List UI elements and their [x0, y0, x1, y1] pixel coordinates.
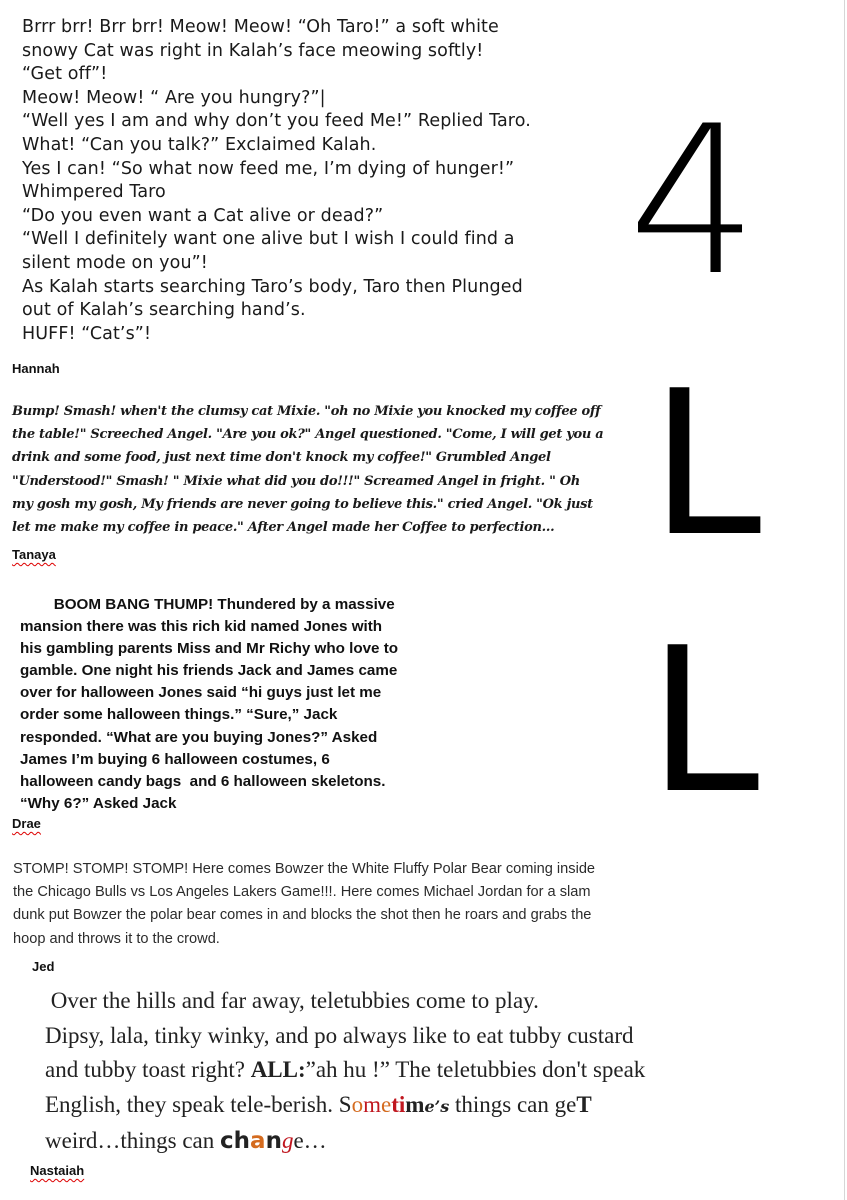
story-line: drink and some food, just next time don't knock my coffee!" Grumbled Angel [12, 450, 551, 466]
story-line: HUFF! “Cat’s”! [22, 323, 152, 344]
big-letter-l-upper: L [650, 348, 762, 581]
story-nastaiah [45, 984, 645, 1159]
story-line: Over the hills and far away, teletubbies come to play. [45, 988, 539, 1013]
story-line: let me make my coffee in peace." After Angel made her Coffee to perfection... [12, 520, 555, 536]
story-line: “Get off”! [22, 64, 108, 85]
author-name-hannah: Hannah [12, 361, 60, 376]
story-line: silent mode on you”! [22, 252, 208, 273]
story-line: halloween candy bags and 6 halloween skeletons. [20, 772, 386, 790]
big-number-four: 4 [628, 83, 757, 321]
big-letter-l-lower: L [648, 605, 760, 838]
story-drae [20, 594, 398, 815]
story-line: his gambling parents Miss and Mr Richy who love to [20, 640, 399, 658]
story-line: snowy Cat was right in Kalah’s face meowing softly! [22, 40, 484, 61]
story-line: STOMP! STOMP! STOMP! Here comes Bowzer the White Fluffy Polar Bear coming inside [13, 861, 596, 877]
story-line: BOOM BANG THUMP! Thundered by a massive [20, 596, 395, 613]
story-line: weird…things can change… [45, 1128, 327, 1154]
story-line: Whimpered Taro [22, 182, 166, 203]
story-line: and tubby toast right? ALL:”ah hu !” The teletubbies don't speak [45, 1057, 646, 1082]
story-line: Dipsy, lala, tinky winky, and po always like to eat tubby custard [45, 1022, 634, 1048]
story-tanaya [12, 400, 603, 539]
story-line: "Understood!" Smash! " Mixie what did you do!!!" Screamed Angel in fright. " Oh [12, 473, 580, 489]
story-line: James I’m buying 6 halloween costumes, 6 [20, 750, 330, 768]
story-hannah [22, 16, 531, 346]
page-edge-divider [844, 0, 845, 1200]
story-line: English, they speak tele-berish. Sometime’s things can geT [45, 1091, 592, 1117]
story-line: “Why 6?” Asked Jack [20, 794, 177, 812]
story-line: my gosh my gosh, My friends are never going to believe this." cried Angel. "Ok just [12, 496, 593, 512]
story-line: Brrr brr! Brr brr! Meow! Meow! “Oh Taro!” a soft white [22, 17, 499, 37]
story-line: hoop and throws it to the crowd. [13, 930, 220, 947]
story-line: out of Kalah’s searching hand’s. [22, 300, 306, 321]
story-line: What! “Can you talk?” Exclaimed Kalah. [22, 134, 377, 155]
author-name-jed: Jed [32, 959, 55, 974]
story-line: Bump! Smash! when't the clumsy cat Mixie. "oh no Mixie you knocked my coffee off [12, 404, 601, 419]
story-line: the table!" Screeched Angel. "Are you ok?" Angel questioned. "Come, I will get you a [12, 427, 604, 443]
story-line: gamble. One night his friends Jack and James came [20, 662, 398, 680]
story-line: dunk put Bowzer the polar bear comes in and blocks the shot then he roars and grabs the [13, 907, 592, 924]
story-line: order some halloween things.” “Sure,” Jack [20, 706, 338, 724]
story-line: the Chicago Bulls vs Los Angeles Lakers Game!!!. Here comes Michael Jordan for a slam [13, 884, 591, 901]
story-line: “Do you even want a Cat alive or dead?” [22, 205, 384, 226]
story-line: over for halloween Jones said “hi guys just let me [20, 684, 382, 702]
story-line: “Well I definitely want one alive but I wish I could find a [22, 229, 515, 250]
author-name-tanaya: Tanaya [12, 547, 56, 562]
story-line: As Kalah starts searching Taro’s body, Taro then Plunged [22, 276, 523, 297]
author-name-nastaiah: Nastaiah [30, 1163, 85, 1178]
story-jed [13, 858, 595, 951]
story-line: “Well yes I am and why don’t you feed Me!” Replied Taro. [22, 111, 531, 132]
author-name-drae: Drae [12, 816, 41, 831]
story-line: mansion there was this rich kid named Jones with [20, 618, 383, 636]
story-line: Meow! Meow! “ Are you hungry?”| [22, 87, 326, 108]
story-line: responded. “What are you buying Jones?” Asked [20, 728, 378, 746]
story-line: Yes I can! “So what now feed me, I’m dying of hunger!” [22, 158, 515, 179]
